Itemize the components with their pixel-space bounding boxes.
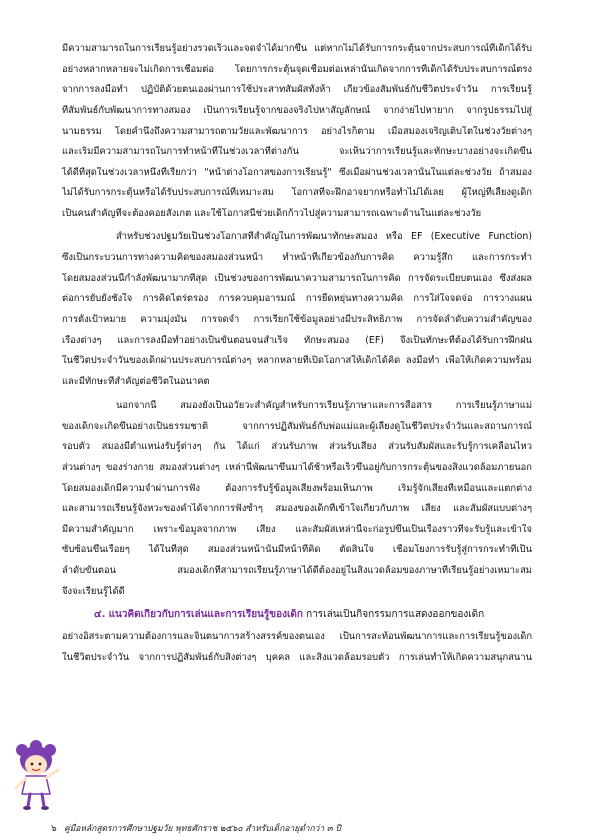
text-line: ที่สัมพันธ์กับพัฒนาการทางสมอง เป็นการเรียนรู้จากของจริงไปหาสัญลักษณ์ จากง่ายไปหายาก จากรูปธรรมไปสู่ bbox=[62, 105, 532, 116]
section-heading-rest: การเล่นเป็นกิจกรรมการแสดงออกของเด็ก bbox=[306, 609, 485, 620]
text-line: มีความสำคัญมาก เพราะข้อมูลจากภาพ เสียง และสัมผัสเหล่านี้จะก่อรูปขึ้นเป็นเรื่องราวที่จะรับรู้และเข้าใจ bbox=[62, 524, 532, 535]
text-line: และมีทักษะที่สำคัญต่อชีวิตในอนาคต bbox=[62, 376, 210, 387]
section-number: ๔. bbox=[94, 609, 106, 620]
child-mascot-icon bbox=[8, 740, 66, 812]
text-line: ในชีวิตประจำวัน จากการปฏิสัมพันธ์กับสิ่งต่างๆ บุคคล และสิ่งแวดล้อมรอบตัว การเล่นทำให้เกิดความสนุกสนาน bbox=[62, 652, 532, 663]
text-line: สำหรับช่วงปฐมวัยเป็นช่วงโอกาสที่สำคัญในการพัฒนาทักษะสมอง หรือ EF (Executive Function) bbox=[116, 231, 532, 242]
section-heading bbox=[94, 609, 532, 621]
text-line: ไม่ได้รับการกระตุ้นหรือได้รับประสบการณ์ที่เหมาะสม โอกาสที่จะฝึกอาจยากหรือทำไม่ได้เลย ผู้ใหญ่ที่เลี้ยงดูเด็ก bbox=[62, 187, 532, 198]
text-line: ซับซ้อนขึ้นเรื่อยๆ ได้ในที่สุด สมองส่วนหน้านั้นมีหน้าที่คิด ตัดสินใจ เชื่อมโยงการรับรู้สู่การกระทำที่เป็น bbox=[62, 544, 532, 555]
text-line: ซึ่งเป็นกระบวนการทางความคิดของสมองส่วนหน้า ทำหน้าที่เกี่ยวข้องกับการคิด ความรู้สึก และการกระทำ bbox=[62, 252, 532, 263]
text-line: อย่างหลากหลายจะไม่เกิดการเชื่อมต่อ โดยการกระตุ้นจุดเชื่อมต่อเหล่านั้นเกิดจากการที่เด็กได้รับประสบการณ์ตรง bbox=[62, 64, 532, 75]
text-line: ได้ดีที่สุดในช่วงเวลาหนึ่งที่เรียกว่า "หน้าต่างโอกาสของการเรียนรู้" ซึ่งเมื่อผ่านช่วงเวลานั้นในแต่ละช่วงวัย ถ้าสมอง bbox=[62, 167, 532, 178]
text-line: โดยสมองเด็กมีความจำผ่านการฟัง ต้องการรับรู้ข้อมูลเสียงพร้อมเห็นภาพ เริ่มรู้จักเสียงที่เหมือนและแตกต่าง bbox=[62, 483, 532, 494]
footer-title: คู่มือหลักสูตรการศึกษาปฐมวัย พุทธศักราช ๒๕๖๐ สำหรับเด็กอายุต่ำกว่า ๓ ปี bbox=[64, 824, 341, 834]
text-line: จากการลงมือทำ ปฏิบัติด้วยตนเองผ่านการใช้ประสาทสัมผัสทั้งห้า เกี่ยวข้องสัมพันธ์กับชีวิตประจำวัน การเรียนรู้ bbox=[62, 84, 532, 95]
text-line: การตั้งเป้าหมาย ความมุ่งมั่น การจดจำ การเรียกใช้ข้อมูลอย่างมีประสิทธิภาพ การจัดลำดับความสำคัญของ bbox=[62, 314, 532, 325]
text-line: นอกจากนี้ สมองยังเป็นอวัยวะสำคัญสำหรับการเรียนรู้ภาษาและการสื่อสาร การเรียนรู้ภาษาแม่ bbox=[116, 400, 532, 411]
text-line: และสามารถเรียนรู้จังหวะของคำได้จากการฟังซ้ำๆ สมองของเด็กที่เข้าใจเกี่ยวกับภาพ เสียง และสัมผัสแบบต่างๆ bbox=[62, 503, 532, 514]
text-line: จึงจะเรียนรู้ได้ดี bbox=[62, 586, 125, 597]
page-footer bbox=[0, 742, 595, 836]
text-line: ต่อการยับยั้งชั่งใจ การคิดไตร่ตรอง การควบคุมอารมณ์ การยืดหยุ่นทางความคิด การใส่ใจจดจ่อ การวางแผน bbox=[62, 293, 532, 304]
text-line: ในชีวิตประจำวันของเด็กผ่านประสบการณ์ต่างๆ หลากหลายที่เปิดโอกาสให้เด็กได้คิด ลงมือทำ เพื่อให้เกิดความพร้อม bbox=[62, 355, 532, 366]
section-title: แนวคิดเกี่ยวกับการเล่นและการเรียนรู้ของเด็ก bbox=[108, 609, 303, 620]
text-line: เป็นคนสำคัญที่จะต้องคอยสังเกต และใช้โอกาสนี้ช่วยเด็กก้าวไปสู่ความสามารถเฉพาะด้านในแต่ละช่วงวัย bbox=[62, 208, 482, 219]
text-line: อย่างอิสระตามความต้องการและจินตนาการสร้างสรรค์ของตนเอง เป็นการสะท้อนพัฒนาการและการเรียนรู้ของเด็ก bbox=[62, 631, 532, 642]
text-line: โดยสมองส่วนนี้กำลังพัฒนามากที่สุด เป็นช่วงของการพัฒนาความสามารถในการคิด การจัดระเบียบตนเอง ซึ่งส่งผล bbox=[62, 273, 532, 284]
text-line: รอบตัว สมองมีตำแหน่งรับรู้ต่างๆ กัน ได้แก่ ส่วนรับภาพ ส่วนรับเสียง ส่วนรับสัมผัสและรับรู้การเคลื่อนไหว bbox=[62, 441, 532, 452]
text-line: นามธรรม โดยคำนึงถึงความสามารถตามวัยและพัฒนาการ อย่างไรก็ตาม เมื่อสมองเจริญเติบโตในช่วงวัยต่างๆ bbox=[62, 126, 532, 137]
text-line: ของเด็กจะเกิดขึ้นอย่างเป็นธรรมชาติ จากการปฏิสัมพันธ์กับพ่อแม่และผู้เลี้ยงดูในชีวิตประจำวันและสถานการณ์ bbox=[62, 421, 532, 432]
text-line: เรื่องต่างๆ และการลงมือทำอย่างเป็นขั้นตอนจนสำเร็จ ทักษะสมอง (EF) จึงเป็นทักษะที่ต้องได้รับการฝึกฝน bbox=[62, 335, 532, 346]
text-line: และเริ่มมีความสามารถในการทำหน้าที่ในช่วงเวลาที่ต่างกัน จะเห็นว่าการเรียนรู้และทักษะบางอย่างจะเกิดขึ้น bbox=[62, 146, 532, 157]
page-number: ๖ bbox=[51, 824, 57, 834]
text-line: มีความสามารถในการเรียนรู้อย่างรวดเร็วและจดจำได้มากขึ้น แต่หากไม่ได้รับการกระตุ้นจากประสบการณ์ที่เด็กได้รับ bbox=[62, 43, 532, 54]
text-line: ส่วนต่างๆ ของร่างกาย สมองส่วนต่างๆ เหล่านี้พัฒนาขึ้นมาได้ช้าหรือเร็วขึ้นอยู่กับการกระตุ้นของสิ่งแวดล้อมภายนอก bbox=[62, 462, 532, 473]
text-line: ลำดับขั้นตอน สมองเด็กที่สามารถเรียนรู้ภาษาได้ดีต้องอยู่ในสิ่งแวดล้อมของภาษาที่เรียนรู้อย่างเหมาะสม bbox=[62, 565, 532, 576]
